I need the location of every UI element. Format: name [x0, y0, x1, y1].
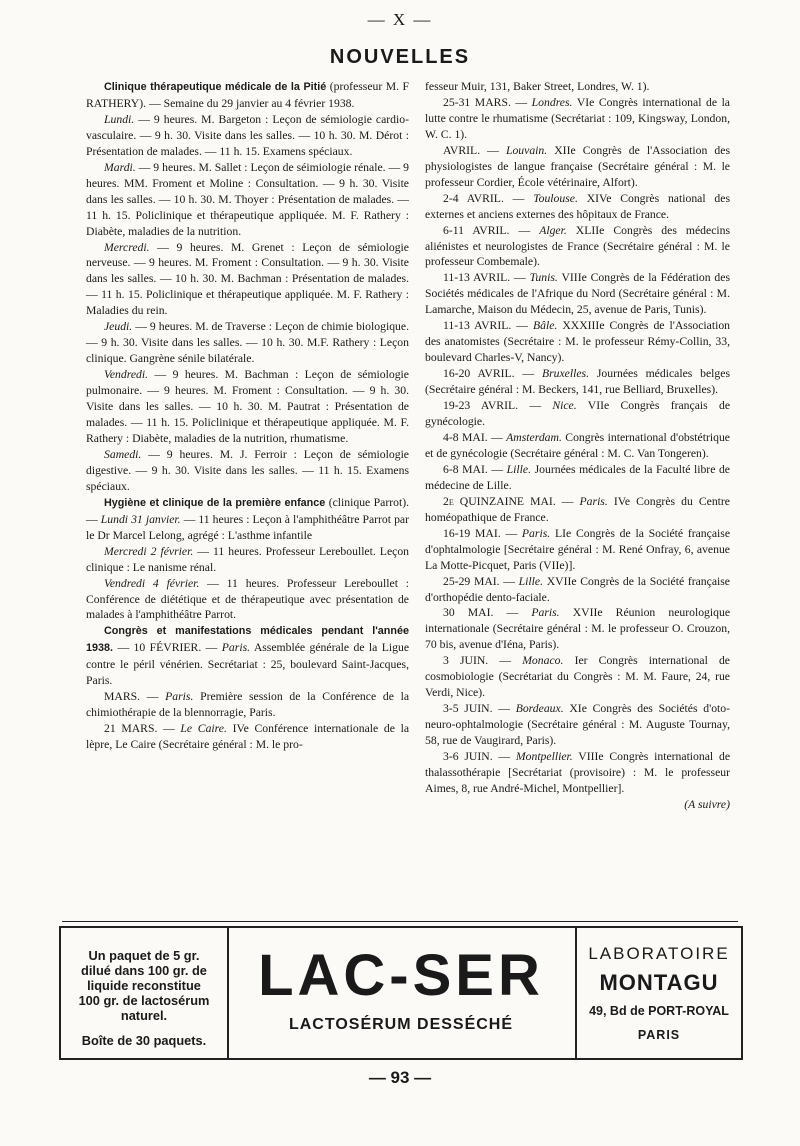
city-label: Tunis.: [529, 271, 558, 285]
right-column: [425, 79, 730, 813]
schedule-lundi: [86, 112, 409, 160]
date-label: Mercredi 2 février.: [104, 544, 194, 558]
day-label: Mardi.: [104, 160, 136, 174]
text: fesseur Muir, 131, Baker Street, Londres, W. 1).: [425, 80, 650, 93]
date-label: 25-31 MARS. —: [443, 95, 528, 109]
day-label: Lundi.: [104, 112, 135, 126]
schedule-vendredi: [86, 367, 409, 447]
day-text: — 9 heures. M. J. Ferroir : Leçon de sémiologie digestive. — 9 h. 30. Visite dans les salles. — 11 h. 15. Examens spéciaux.: [86, 447, 409, 493]
city-label: Montpellier.: [515, 750, 573, 764]
advertisement: [59, 926, 743, 1060]
congress-entry: [425, 749, 730, 797]
text: Congrès international d'obstétrique et de gynécologie (Secrétaire général : M. C. Van Tongeren).: [425, 430, 730, 460]
city-label: Nice.: [552, 399, 577, 413]
text: Journées médicales belges (Secrétaire général : M. Beckers, 141, rue Belliard, Bruxelles).: [425, 367, 731, 397]
congress-entry: [425, 143, 730, 191]
date-label: 25-29 MAI. —: [443, 574, 515, 588]
date-label: 21 MARS. —: [104, 722, 175, 736]
date-label: — 10 FÉVRIER. —: [117, 641, 218, 655]
date-label: 2-4 AVRIL. —: [443, 191, 525, 205]
date-label: 19-23 AVRIL. —: [443, 399, 542, 413]
date-label: 16-20 AVRIL. —: [443, 367, 535, 381]
congress-entry: [425, 270, 730, 318]
text: — 11 heures. Professeur Lereboullet : Conférence de diététique et de thérapeutique avec présentation de malades à l'amphithéâtre Parrot.: [86, 576, 409, 622]
date-label: AVRIL. —: [443, 143, 499, 157]
paragraph: [86, 544, 409, 576]
text: Journées médicales de la Faculté libre de médecine de Lille.: [425, 462, 730, 492]
congress-entry: [425, 366, 730, 398]
date-label: 11-13 AVRIL. —: [443, 271, 526, 285]
ad-packaging: Boîte de 30 paquets.: [81, 1033, 207, 1048]
divider: [62, 921, 738, 922]
left-column: [86, 79, 409, 753]
clinic-title: Clinique thérapeutique médicale de la Pitié: [104, 81, 327, 93]
ad-lab-label: LABORATOIRE: [588, 944, 730, 963]
text: VIIe Congrès français de gynécologie.: [425, 399, 731, 429]
text: VIIIe Congrès international de thalassothérapie [Secrétariat (provisoire) : M. le professeur Aimes, 8, rue André-Michel, Montpellier].: [425, 750, 731, 795]
text: XIe Congrès des Sociétés d'oto-neuro-ophtalmologie (Secrétaire général : M. Auguste Tournay, 58, rue de Vaugirard, Paris).: [425, 702, 731, 748]
congress-entry: [425, 574, 730, 606]
text: VIIIe Congrès de la Fédération des Sociétés médicales de l'Afrique du Nord (Secrétaire général : M. Lamarche, Maison du Médecin, 25, avenue de Paris, Tunis).: [425, 271, 730, 317]
date-label: 11-13 AVRIL. —: [443, 319, 528, 333]
text: Première session de la Conférence de la chimiothérapie de la blennorragie, Paris.: [86, 690, 410, 720]
text: — 11 heures. Professeur Lereboullet. Leçon clinique : Le nanisme rénal.: [86, 544, 410, 574]
section-heading: Congrès et manifestations médicales pendant l'année 1938.: [86, 625, 409, 655]
text: XLIIe Congrès des médecins aliénistes et neurologistes de France (Secrétaire général : M. le professeur Combemale).: [425, 223, 731, 269]
city-label: Bordeaux.: [515, 702, 564, 716]
schedule-mercredi: [86, 240, 409, 320]
date-label: 6-11 AVRIL. —: [443, 223, 531, 237]
congress-entry: [425, 95, 730, 143]
city-label: Bâle.: [532, 319, 558, 333]
congress-entry: [425, 701, 730, 749]
city-label: Paris.: [165, 690, 194, 704]
ad-text-line: 100 gr. de lactosérum: [78, 993, 210, 1008]
page-number: — 93 —: [368, 1068, 432, 1087]
congress-entry: [425, 605, 730, 653]
congress-entry: [425, 430, 730, 462]
ad-text-line: Un paquet de 5 gr.: [88, 948, 200, 963]
congress-entry: [425, 223, 730, 271]
day-label: Vendredi.: [104, 368, 149, 382]
header-roman-numeral: — X —: [367, 10, 433, 29]
ad-address: 49, Bd de PORT-ROYAL: [589, 1004, 729, 1018]
date-label: 4-8 MAI. —: [443, 430, 503, 444]
city-label: Lille.: [518, 574, 544, 588]
clinic-info: (professeur M. F RATHERY). — Semaine du 29 janvier au 4 février 1938.: [86, 80, 409, 110]
city-label: Toulouse.: [533, 191, 578, 205]
congress-entry: [425, 653, 730, 701]
congress-entry: [425, 318, 730, 366]
ad-city: PARIS: [637, 1028, 681, 1042]
city-label: Paris.: [579, 494, 608, 508]
day-text: — 9 heures. M. Bachman : Leçon de sémiologie pulmonaire. — 9 heures. M. Froment : Consultation. — 9 h. 30. Visite dans les salles. — 10 h. 30. M. Pautrat : Présentation de malades. — 11 h. 15. Policlinique et thérapeutique appliquée. M. F. Rathery : Diabète, maladies de la nutrition, rhumatisme.: [86, 368, 409, 445]
city-label: Paris.: [531, 606, 560, 620]
city-label: Alger.: [539, 223, 567, 237]
city-label: Lille.: [506, 462, 532, 476]
date-label: 3-6 JUIN. —: [443, 750, 511, 764]
day-label: Samedi.: [104, 447, 142, 461]
ad-brand-name: LAC-SER: [258, 943, 544, 1008]
congress-entry: [425, 398, 730, 430]
city-label: Paris.: [221, 641, 251, 655]
congress-entry: [425, 526, 730, 574]
paragraph: [86, 576, 409, 624]
city-label: Paris.: [521, 526, 551, 540]
text: IVe Congrès du Centre homéopathique de France.: [425, 494, 730, 524]
text: (clinique Parrot). —: [86, 495, 410, 526]
text: Assemblée générale de la Ligue contre le péril vénérien. Secrétariat : 25, boulevard Saint-Jacques, Paris.: [86, 641, 410, 688]
date-label: 6-8 MAI. —: [443, 462, 504, 476]
text: XXXIIIe Congrès de l'Association des anatomistes (Secrétaire : M. le professeur Rémy-Collin, 33, boulevard Charles-V, Nancy).: [425, 319, 731, 365]
text: IVe Conférence internationale de la lèpre, Le Caire (Secrétaire général : M. le pro-: [86, 722, 410, 752]
date-label: 30 MAI. —: [443, 606, 519, 620]
ad-tagline: LACTOSÉRUM DESSÉCHÉ: [288, 1016, 514, 1033]
paragraph: [86, 689, 409, 721]
date-label: 3-5 JUIN. —: [443, 702, 510, 716]
ad-text-line: naturel.: [120, 1008, 168, 1023]
day-text: — 9 heures. M. Sallet : Leçon de séimiologie rénale. — 9 heures. MM. Froment et Moline : Consultation. — 9 h. 30. Visite dans les salles. — 10 h. 30. M. Thoyer : Présentation de malades. — 11 h. 15. Policlinique et thérapeutique appliquée. M. F. Rathery : Diabète, maladies de la nutrition.: [86, 160, 409, 238]
paragraph: [425, 79, 730, 95]
text: LIe Congrès de la Société française d'ophtalmologie [Secrétaire général : M. René Onfray, 6, avenue La Motte-Picquet, Paris (VIIe)].: [425, 526, 731, 572]
date-label: 3 JUIN. —: [443, 654, 512, 668]
city-label: Londres.: [531, 95, 573, 109]
congress-entry: [425, 494, 730, 526]
date-label: MARS. —: [104, 690, 159, 704]
date-label: Vendredi 4 février.: [104, 576, 200, 590]
paragraph: [86, 623, 409, 689]
city-label: Louvain.: [505, 143, 548, 157]
text: Ier Congrès international de cosmobiologie (Secrétariat du Congrès : M. M. Faure, 24, rue Verdi, Nice).: [425, 654, 730, 700]
schedule-mardi: [86, 160, 409, 240]
schedule-samedi: [86, 447, 409, 495]
ad-text-line: dilué dans 100 gr. de: [81, 963, 207, 978]
section-title: NOUVELLES: [329, 46, 471, 68]
date-label: Lundi 31 janvier.: [100, 512, 181, 526]
ad-brand-panel: [227, 928, 577, 1058]
day-text: — 9 heures. M. Grenet : Leçon de sémiologie nerveuse. — 9 heures. M. Froment : Consultation. — 9 h. 30. Visite dans les salles. — 10 h. 30. M. Bachman : Présentation de malades. — 11 h. 15. Policlinique et thérapeutique appliquée. M. F. Rathery : Maladies du rein.: [86, 240, 409, 318]
city-label: Le Caire.: [180, 722, 227, 736]
day-text: — 9 heures. M. Bargeton : Leçon de sémiologie cardio-vasculaire. — 9 h. 30. Visite dans les salles. — 10 h. 30. M. Dérot : Présentation de malades. — 11 h. 15. Examens spéciaux.: [86, 112, 410, 158]
continued-note: (A suivre): [684, 797, 730, 811]
text: XIIe Congrès de l'Association des physiologistes de langue française (Secrétaire général : M. le professeur Cordier, École vétérinaire, Alfort).: [425, 143, 730, 189]
clinic-title: Hygiène et clinique de la première enfance: [104, 496, 326, 509]
text: — 11 heures : Leçon à l'amphithéâtre Parrot par le Dr Marcel Lelong, agrégé : L'asthme infantile: [86, 512, 409, 542]
paragraph: [86, 495, 409, 544]
text: VIe Congrès international de la lutte contre le rhumatisme (Secrétariat : 109, Kingsway, London, W. C. 1).: [425, 95, 730, 141]
ad-text-line: liquide reconstitue: [87, 978, 201, 993]
text: XIVe Congrès national des externes et anciens externes des hôpitaux de France.: [425, 191, 730, 221]
ad-product-description: [61, 928, 229, 1058]
paragraph: [86, 721, 409, 753]
city-label: Amsterdam.: [506, 430, 562, 444]
text: XVIIe Congrès de la Société française d'orthopédie dento-faciale.: [425, 574, 730, 604]
day-label: Mercredi.: [104, 240, 150, 254]
day-label: Jeudi.: [104, 320, 133, 334]
ad-company-name: MONTAGU: [599, 970, 719, 995]
congress-entry: [425, 191, 730, 223]
city-label: Bruxelles.: [541, 367, 590, 381]
congress-entry: [425, 462, 730, 494]
text: XVIIe Réunion neurologique internationale (Secrétaire général : M. le professeur O. Crouzon, 70 bis, avenue d'Iéna, Paris).: [425, 606, 731, 652]
ad-company-panel: [577, 928, 741, 1058]
date-label: 2e QUINZAINE MAI. —: [443, 494, 574, 508]
day-text: — 9 heures. M. de Traverse : Leçon de chimie biologique. — 9 h. 30. Visite dans les salles. — 10 h. 30. M.F. Rathery : Leçon clinique. Gangrène sénile bilatérale.: [86, 320, 409, 366]
city-label: Monaco.: [522, 654, 564, 668]
schedule-jeudi: [86, 319, 409, 367]
paragraph: [86, 79, 409, 112]
date-label: 16-19 MAI. —: [443, 526, 518, 540]
